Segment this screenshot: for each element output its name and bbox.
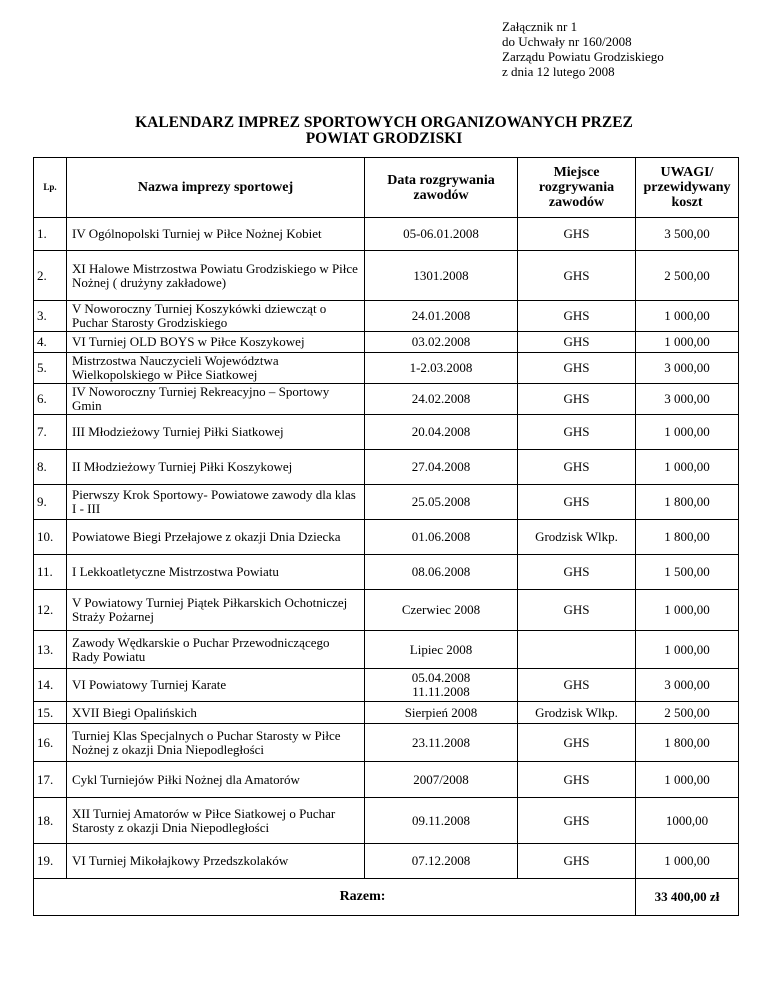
row-date: Lipiec 2008 xyxy=(365,631,518,669)
document-title xyxy=(0,115,768,147)
row-date-line: 11.11.2008 xyxy=(412,684,470,699)
row-lp: 4. xyxy=(34,332,67,353)
row-cost: 1 000,00 xyxy=(636,844,739,879)
row-lp: 11. xyxy=(34,555,67,590)
table-row xyxy=(34,555,739,590)
table-row xyxy=(34,384,739,415)
header-place: Miejsce rozgrywania zawodów xyxy=(518,158,636,218)
row-date: 1-2.03.2008 xyxy=(365,353,518,384)
row-date: 27.04.2008 xyxy=(365,450,518,485)
row-lp: 6. xyxy=(34,384,67,415)
row-date: 25.05.2008 xyxy=(365,485,518,520)
total-value: 33 400,00 zł xyxy=(636,879,739,916)
row-date: Sierpień 2008 xyxy=(365,702,518,724)
row-lp: 19. xyxy=(34,844,67,879)
table-row xyxy=(34,844,739,879)
table-row xyxy=(34,332,739,353)
row-lp: 16. xyxy=(34,724,67,762)
row-place: GHS xyxy=(518,353,636,384)
row-place: GHS xyxy=(518,301,636,332)
row-cost: 1 000,00 xyxy=(636,590,739,631)
row-place: GHS xyxy=(518,251,636,301)
row-event-name: Zawody Wędkarskie o Puchar Przewodniczącego Rady Powiatu xyxy=(67,631,365,669)
table-row xyxy=(34,631,739,669)
table-row xyxy=(34,353,739,384)
row-cost: 1 800,00 xyxy=(636,485,739,520)
row-place: GHS xyxy=(518,555,636,590)
header-name: Nazwa imprezy sportowej xyxy=(67,158,365,218)
row-event-name: XII Turniej Amatorów w Piłce Siatkowej o Puchar Starosty z okazji Dnia Niepodległości xyxy=(67,798,365,844)
table-row xyxy=(34,415,739,450)
row-place: GHS xyxy=(518,218,636,251)
header-notes: UWAGI/ przewidywany koszt xyxy=(636,158,739,218)
row-date: Czerwiec 2008 xyxy=(365,590,518,631)
row-date: 20.04.2008 xyxy=(365,415,518,450)
row-lp: 2. xyxy=(34,251,67,301)
table-row xyxy=(34,218,739,251)
header-date: Data rozgrywania zawodów xyxy=(365,158,518,218)
row-cost: 1 000,00 xyxy=(636,332,739,353)
row-cost: 1 000,00 xyxy=(636,762,739,798)
table-row xyxy=(34,669,739,702)
row-date: 24.02.2008 xyxy=(365,384,518,415)
table-row xyxy=(34,702,739,724)
row-date-line: 05.04.2008 xyxy=(411,670,471,685)
total-row xyxy=(34,879,739,916)
row-event-name: Turniej Klas Specjalnych o Puchar Starosty w Piłce Nożnej z okazji Dnia Niepodległości xyxy=(67,724,365,762)
row-event-name: VI Powiatowy Turniej Karate xyxy=(67,669,365,702)
row-event-name: XI Halowe Mistrzostwa Powiatu Grodziskiego w Piłce Nożnej ( drużyny zakładowe) xyxy=(67,251,365,301)
table-row xyxy=(34,520,739,555)
row-event-name: XVII Biegi Opalińskich xyxy=(67,702,365,724)
row-cost: 1000,00 xyxy=(636,798,739,844)
annex-line: Zarządu Powiatu Grodziskiego xyxy=(502,49,664,64)
row-date: 24.01.2008 xyxy=(365,301,518,332)
row-lp: 17. xyxy=(34,762,67,798)
row-place: GHS xyxy=(518,450,636,485)
annex-line: Załącznik nr 1 xyxy=(502,19,578,34)
row-event-name: I Lekkoatletyczne Mistrzostwa Powiatu xyxy=(67,555,365,590)
row-event-name: Cykl Turniejów Piłki Nożnej dla Amatorów xyxy=(67,762,365,798)
row-cost: 3 000,00 xyxy=(636,353,739,384)
row-event-name: II Młodzieżowy Turniej Piłki Koszykowej xyxy=(67,450,365,485)
row-event-name: VI Turniej OLD BOYS w Piłce Koszykowej xyxy=(67,332,365,353)
row-lp: 13. xyxy=(34,631,67,669)
annex-line: z dnia 12 lutego 2008 xyxy=(502,64,615,79)
row-date: 03.02.2008 xyxy=(365,332,518,353)
row-event-name: III Młodzieżowy Turniej Piłki Siatkowej xyxy=(67,415,365,450)
row-date: 01.06.2008 xyxy=(365,520,518,555)
row-lp: 7. xyxy=(34,415,67,450)
title-line: POWIAT GRODZISKI xyxy=(305,130,463,147)
row-place: GHS xyxy=(518,844,636,879)
total-label: Razem: xyxy=(34,879,636,916)
row-cost: 1 000,00 xyxy=(636,631,739,669)
row-event-name: V Noworoczny Turniej Koszykówki dziewcząt o Puchar Starosty Grodziskiego xyxy=(67,301,365,332)
row-event-name: IV Ogólnopolski Turniej w Piłce Nożnej Kobiet xyxy=(67,218,365,251)
table-row xyxy=(34,251,739,301)
annex-line: do Uchwały nr 160/2008 xyxy=(502,34,632,49)
row-place: GHS xyxy=(518,384,636,415)
table-row xyxy=(34,590,739,631)
row-event-name: V Powiatowy Turniej Piątek Piłkarskich Ochotniczej Straży Pożarnej xyxy=(67,590,365,631)
row-lp: 10. xyxy=(34,520,67,555)
row-lp: 14. xyxy=(34,669,67,702)
row-event-name: IV Noworoczny Turniej Rekreacyjno – Sportowy Gmin xyxy=(67,384,365,415)
row-date: 07.12.2008 xyxy=(365,844,518,879)
row-event-name: VI Turniej Mikołajkowy Przedszkolaków xyxy=(67,844,365,879)
row-lp: 3. xyxy=(34,301,67,332)
table-row xyxy=(34,301,739,332)
row-lp: 12. xyxy=(34,590,67,631)
row-place: GHS xyxy=(518,724,636,762)
row-place: Grodzisk Wlkp. xyxy=(518,702,636,724)
row-cost: 1 500,00 xyxy=(636,555,739,590)
row-date: 2007/2008 xyxy=(365,762,518,798)
row-lp: 9. xyxy=(34,485,67,520)
row-cost: 2 500,00 xyxy=(636,702,739,724)
row-place: GHS xyxy=(518,590,636,631)
row-event-name: Pierwszy Krok Sportowy- Powiatowe zawody dla klas I - III xyxy=(67,485,365,520)
row-cost: 1 800,00 xyxy=(636,520,739,555)
row-date xyxy=(365,669,518,702)
annex-note xyxy=(502,19,664,79)
row-cost: 3 500,00 xyxy=(636,218,739,251)
row-cost: 1 000,00 xyxy=(636,450,739,485)
row-place: GHS xyxy=(518,798,636,844)
row-date: 1301.2008 xyxy=(365,251,518,301)
header-lp: Lp. xyxy=(34,158,67,218)
table-row xyxy=(34,724,739,762)
row-lp: 15. xyxy=(34,702,67,724)
row-cost: 1 000,00 xyxy=(636,415,739,450)
events-table xyxy=(33,157,739,916)
row-cost: 3 000,00 xyxy=(636,384,739,415)
row-lp: 8. xyxy=(34,450,67,485)
row-place xyxy=(518,631,636,669)
table-row xyxy=(34,798,739,844)
row-place: Grodzisk Wlkp. xyxy=(518,520,636,555)
table-header-row xyxy=(34,158,739,218)
row-event-name: Powiatowe Biegi Przełajowe z okazji Dnia Dziecka xyxy=(67,520,365,555)
table-row xyxy=(34,762,739,798)
row-date: 09.11.2008 xyxy=(365,798,518,844)
row-date: 08.06.2008 xyxy=(365,555,518,590)
row-place: GHS xyxy=(518,415,636,450)
row-event-name: Mistrzostwa Nauczycieli Województwa Wielkopolskiego w Piłce Siatkowej xyxy=(67,353,365,384)
row-lp: 1. xyxy=(34,218,67,251)
row-cost: 3 000,00 xyxy=(636,669,739,702)
row-place: GHS xyxy=(518,332,636,353)
row-lp: 5. xyxy=(34,353,67,384)
row-cost: 1 000,00 xyxy=(636,301,739,332)
row-place: GHS xyxy=(518,485,636,520)
title-line: KALENDARZ IMPREZ SPORTOWYCH ORGANIZOWANYCH PRZEZ xyxy=(135,114,633,131)
row-date: 23.11.2008 xyxy=(365,724,518,762)
row-place: GHS xyxy=(518,762,636,798)
row-place: GHS xyxy=(518,669,636,702)
row-lp: 18. xyxy=(34,798,67,844)
table-row xyxy=(34,450,739,485)
row-cost: 2 500,00 xyxy=(636,251,739,301)
table-row xyxy=(34,485,739,520)
row-cost: 1 800,00 xyxy=(636,724,739,762)
row-date: 05-06.01.2008 xyxy=(365,218,518,251)
